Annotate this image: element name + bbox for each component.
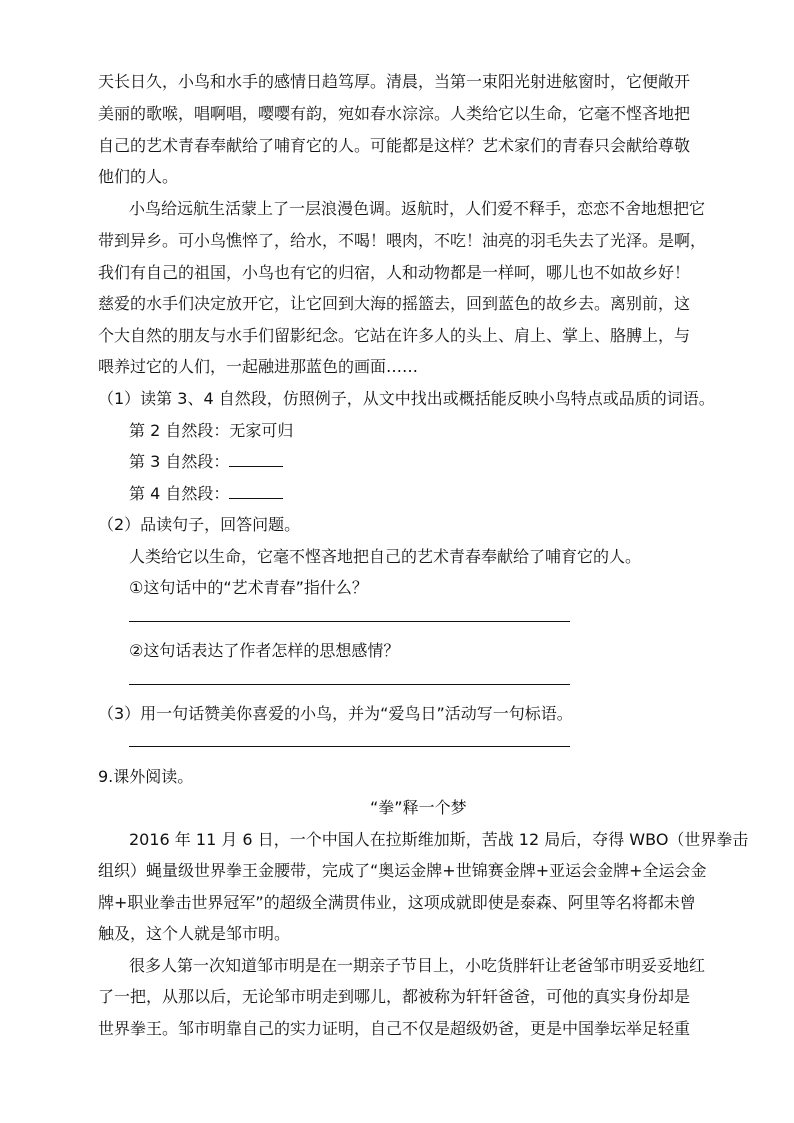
passage1-line-3: 自己的艺术青春奉献给了哺育它的人。可能都是这样？艺术家们的青春只会献给尊敬	[98, 136, 691, 155]
passage1-line-1: 天长日久，小鸟和水手的感情日趋笃厚。清晨，当第一束阳光射进舷窗时，它便敞开	[98, 72, 691, 91]
article-para1-line-4: 触及，这个人就是邹市明。	[98, 924, 291, 943]
question-3-prompt: （3）用一句话赞美你喜爱的小鸟，并为“爱鸟日”活动写一句标语。	[98, 704, 573, 723]
question-1-example: 第 2 自然段：无家可归	[129, 421, 294, 440]
article-para1-line-3: 牌+职业拳击世界冠军”的超级全满贯伟业，这项成就即使是泰森、阿里等名将都未曾	[98, 893, 696, 912]
article-title: “拳”释一个梦	[370, 798, 467, 817]
passage1-line-4: 他们的人。	[98, 167, 179, 186]
question-1-para4-row	[129, 484, 283, 504]
question-1-para3-label: 第 3 自然段：	[129, 452, 230, 471]
passage2-line-1: 小鸟给远航生活蒙上了一层浪漫色调。返航时，人们爱不释手，恋恋不舍地想把它	[129, 199, 706, 218]
passage2-line-2: 带到异乡。可小鸟憔悴了，给水，不喝！喂肉，不吃！油亮的羽毛失去了光泽。是啊，	[98, 231, 707, 250]
article-para2-line-1: 很多人第一次知道邹市明是在一期亲子节目上，小吃货胖轩让老爸邹市明妥妥地红	[129, 956, 706, 975]
question-2-sub-1: ①这句话中的“艺术青春”指什么？	[129, 578, 368, 597]
passage2-line-5: 个大自然的朋友与水手们留影纪念。它站在许多人的头上、肩上、掌上、胳膊上，与	[98, 326, 691, 345]
answer-line-q2-2[interactable]	[129, 684, 570, 685]
answer-line-q3[interactable]	[129, 746, 570, 747]
article-para2-line-3: 世界拳王。邹市明靠自己的实力证明，自己不仅是超级奶爸，更是中国拳坛举足轻重	[98, 1019, 691, 1038]
question-1-para4-label: 第 4 自然段：	[129, 484, 230, 503]
question-2-quote: 人类给它以生命，它毫不悭吝地把自己的艺术青春奉献给了哺育它的人。	[129, 547, 642, 566]
question-2-sub-2: ②这句话表达了作者怎样的思想感情？	[129, 641, 400, 660]
article-para2-line-2: 了一把，从那以后，无论邹市明走到哪儿，都被称为轩轩爸爸，可他的真实身份却是	[98, 987, 691, 1006]
passage1-line-2: 美丽的歌喉，唱啊唱，嘤嘤有韵，宛如春水淙淙。人类给它以生命，它毫不悭吝地把	[98, 104, 691, 123]
answer-blank-para3[interactable]	[229, 452, 283, 467]
article-para1-line-1: 2016 年 11 月 6 日，一个中国人在拉斯维加斯，苦战 12 局后，夺得 WBO（世界拳击	[129, 830, 749, 849]
question-1-prompt: （1）读第 3、4 自然段，仿照例子，从文中找出或概括能反映小鸟特点或品质的词语。	[98, 389, 715, 408]
answer-blank-para4[interactable]	[229, 484, 283, 499]
passage2-line-6: 喂养过它的人们，一起融进那蓝色的画面……	[98, 357, 419, 376]
passage2-line-3: 我们有自己的祖国，小鸟也有它的归宿，人和动物都是一样呵，哪儿也不如故乡好！	[98, 263, 691, 282]
article-para1-line-2: 组织）蝇量级世界拳王金腰带，完成了“奥运金牌+世锦赛金牌+亚运会金牌+全运会金	[98, 861, 707, 880]
passage2-line-4: 慈爱的水手们决定放开它，让它回到大海的摇篮去，回到蓝色的故乡去。离别前，这	[98, 294, 691, 313]
section-9-heading: 9.课外阅读。	[98, 767, 194, 786]
question-2-prompt: （2）品读句子，回答问题。	[98, 515, 301, 534]
question-1-para3-row	[129, 452, 283, 472]
answer-line-q2-1[interactable]	[129, 621, 570, 622]
